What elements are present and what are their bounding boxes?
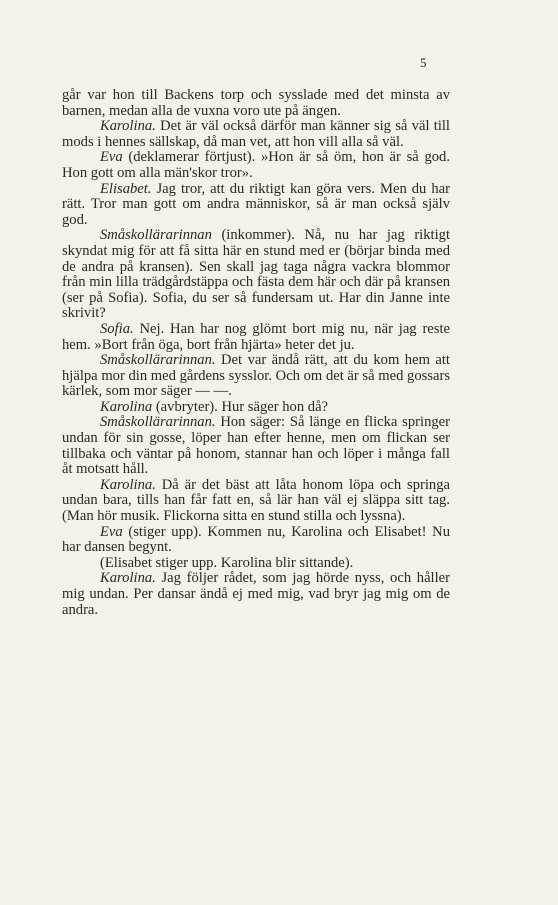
speaker-name: Eva bbox=[100, 149, 123, 166]
paragraph-text: (avbryter). Hur säger hon då? bbox=[152, 398, 329, 415]
paragraph bbox=[62, 525, 450, 556]
paragraph-text: Jag tror, att du riktigt kan göra vers. Men du har rätt. Tror man gott om andra människor, så är man också själv god. bbox=[62, 180, 450, 228]
speaker-name: Karolina. bbox=[100, 570, 156, 587]
paragraph-text: Då är det bäst att låta honom löpa och springa undan bara, tills han får fatt en, så lär han väl ej släppa sitt tag. (Man hör musik. Flickorna sitta en stund stilla och lyssna). bbox=[62, 476, 450, 525]
paragraph bbox=[62, 415, 450, 477]
paragraph bbox=[62, 150, 450, 181]
paragraph-text: Jag följer rådet, som jag hörde nyss, och håller mig undan. Per dansar ändå ej med mig, vad bryr jag mig om de andra. bbox=[62, 570, 450, 618]
paragraph bbox=[62, 400, 450, 416]
paragraph bbox=[62, 119, 450, 150]
paragraph bbox=[62, 228, 450, 322]
speaker-name: Småskollärarinnan. bbox=[100, 352, 216, 369]
paragraph-text: går var hon till Backens torp och sysslade med det minsta av barnen, medan alla de vuxna voro ute på ängen. bbox=[62, 87, 450, 119]
speaker-name: Eva bbox=[100, 523, 123, 540]
speaker-name: Småskollärarinnan bbox=[100, 227, 212, 244]
speaker-name: Karolina. bbox=[100, 118, 156, 135]
paragraph bbox=[62, 322, 450, 353]
paragraph bbox=[62, 88, 450, 119]
paragraph-text: (stiger upp). Kommen nu, Karolina och Elisabet! Nu har dansen begynt. bbox=[62, 523, 450, 556]
paragraph bbox=[62, 353, 450, 400]
page-text bbox=[62, 88, 450, 618]
speaker-name: Sofia. bbox=[100, 320, 134, 337]
paragraph-text: Det var ändå rätt, att du kom hem att hjälpa mor din med gårdens sysslor. Och om det är så med gossars kärlek, som mor säger — —. bbox=[62, 352, 450, 400]
paragraph bbox=[62, 556, 450, 572]
paragraph-text: (deklamerar förtjust). »Hon är så öm, hon är så god. Hon gott om alla män'skor tror». bbox=[62, 149, 450, 181]
speaker-name: Karolina. bbox=[100, 476, 156, 493]
speaker-name: Karolina bbox=[100, 398, 153, 415]
paragraph bbox=[62, 182, 450, 229]
paragraph-text: Hon säger: Så länge en flicka springer undan för sin gosse, löper han efter henne, men om flickan ser tillbaka och väntar på honom, stannar han och löper i många fall åt motsatt håll. bbox=[62, 414, 450, 478]
paragraph-text: (Elisabet stiger upp. Karolina blir sittande). bbox=[100, 554, 354, 571]
speaker-name: Småskollärarinnan. bbox=[100, 414, 216, 431]
paragraph-text: (inkommer). Nå, nu har jag riktigt skyndat mig för att få sitta här en stund med er (börjar binda med de andra på kransen). Sen skall jag taga några vackra blommor från min lilla trädgårdstäppa och fästa dem här och där på kransen (ser på Sofia). Sofia, du ser så fundersam ut. Har din Janne inte skrivit? bbox=[62, 227, 450, 322]
paragraph-text: Nej. Han har nog glömt bort mig nu, när jag reste hem. »Bort från öga, bort från hjärta» heter det ju. bbox=[62, 320, 450, 353]
speaker-name: Elisabet. bbox=[100, 180, 152, 197]
page-number: 5 bbox=[420, 55, 427, 70]
paragraph-text: Det är väl också därför man känner sig så väl till mods i hennes sällskap, då man vet, att hon vill alla så väl. bbox=[62, 118, 450, 150]
paragraph bbox=[62, 478, 450, 525]
paragraph bbox=[62, 571, 450, 618]
